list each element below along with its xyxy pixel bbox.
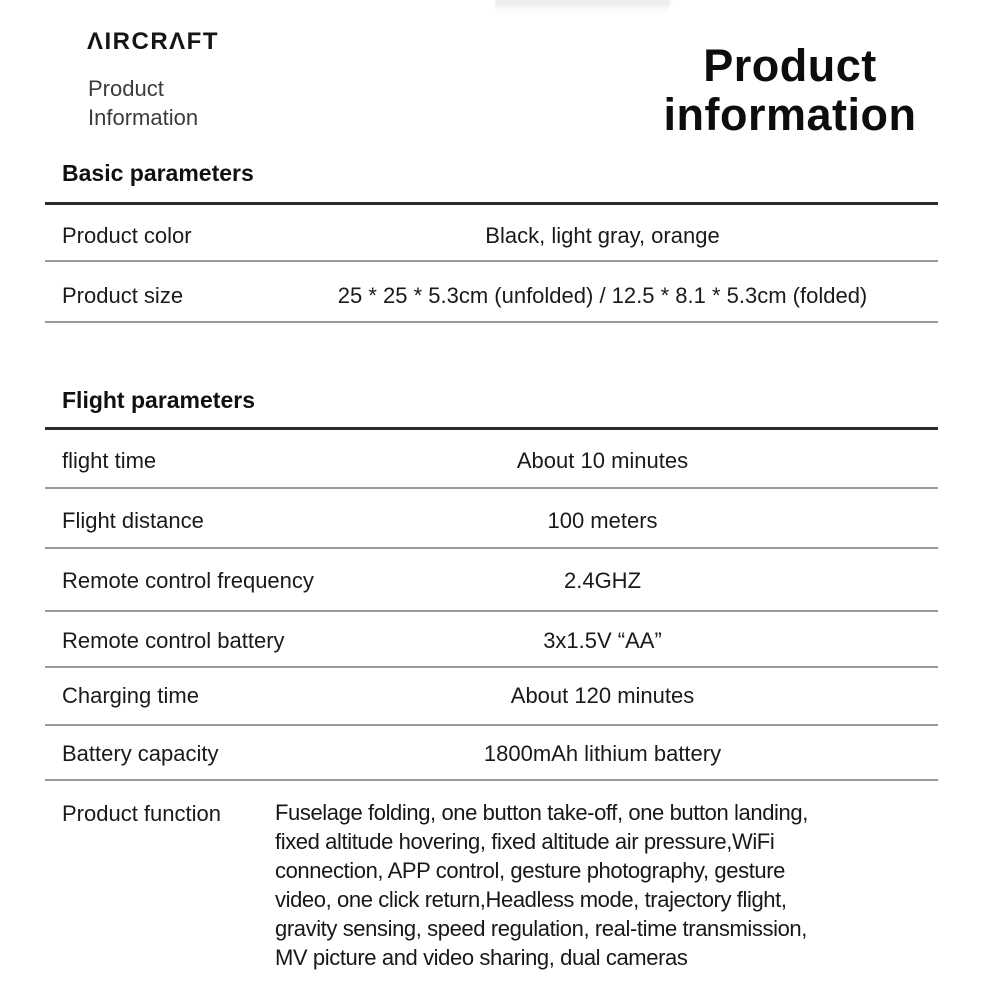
- product-function-line: connection, APP control, gesture photography, gesture: [275, 858, 786, 883]
- row-label-flight-time: flight time: [62, 448, 157, 473]
- row-value-remote-control-battery: 3x1.5V “AA”: [543, 628, 662, 653]
- row-label-product-size: Product size: [62, 283, 184, 308]
- row-value-charging-time: About 120 minutes: [510, 683, 695, 708]
- page-title: [590, 41, 990, 139]
- divider: [45, 666, 938, 668]
- divider: [45, 321, 938, 323]
- product-function-line: MV picture and video sharing, dual cameras: [275, 945, 688, 970]
- divider: [45, 547, 938, 549]
- logo-subtitle-line1: Product: [88, 76, 164, 101]
- product-function-line: Fuselage folding, one button take-off, one button landing,: [275, 800, 808, 825]
- row-label-charging-time: Charging time: [62, 683, 199, 708]
- row-label-product-color: Product color: [62, 223, 192, 248]
- divider: [45, 779, 938, 781]
- row-label-battery-capacity: Battery capacity: [62, 741, 219, 766]
- divider: [45, 260, 938, 262]
- row-value-flight-distance: 100 meters: [547, 508, 658, 533]
- row-value-product-color: Black, light gray, orange: [485, 223, 720, 248]
- row-value-remote-control-frequency: 2.4GHZ: [563, 568, 642, 593]
- product-function-line: video, one click return,Headless mode, trajectory flight,: [275, 887, 787, 912]
- row-value-flight-time: About 10 minutes: [516, 448, 689, 473]
- brand-logo: ΛIRCRΛFT: [87, 28, 219, 55]
- divider: [45, 427, 938, 430]
- section-heading-basic-parameters: Basic parameters: [62, 160, 254, 186]
- divider: [45, 202, 938, 205]
- row-label-remote-control-frequency: Remote control frequency: [62, 568, 314, 593]
- product-function-line: gravity sensing, speed regulation, real-time transmission,: [275, 916, 807, 941]
- divider: [45, 487, 938, 489]
- row-value-product-function: [275, 798, 943, 972]
- product-function-line: fixed altitude hovering, fixed altitude air pressure,WiFi: [275, 829, 775, 854]
- section-heading-flight-parameters: Flight parameters: [62, 387, 255, 413]
- row-label-flight-distance: Flight distance: [62, 508, 204, 533]
- divider: [45, 724, 938, 726]
- divider: [45, 610, 938, 612]
- row-label-product-function: Product function: [62, 801, 221, 826]
- page-title-line1: Product: [703, 40, 877, 91]
- row-label-remote-control-battery: Remote control battery: [62, 628, 285, 653]
- logo-subtitle-line2: Information: [88, 105, 199, 130]
- top-image-artifact: [495, 0, 670, 15]
- row-value-product-size: 25 * 25 * 5.3cm (unfolded) / 12.5 * 8.1 * 5.3cm (folded): [337, 283, 868, 308]
- page-title-line2: information: [663, 89, 917, 140]
- logo-subtitle: [88, 74, 198, 132]
- row-value-battery-capacity: 1800mAh lithium battery: [483, 741, 722, 766]
